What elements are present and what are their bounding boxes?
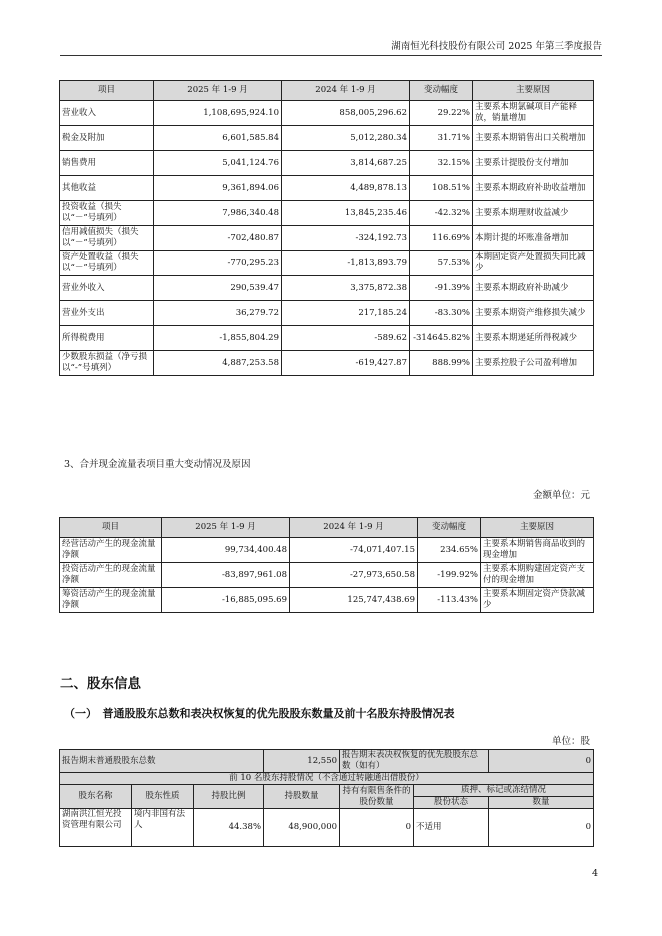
table-row — [60, 750, 594, 773]
change-rate: 108.51% — [410, 176, 473, 201]
total-holders-value: 12,550 — [264, 750, 340, 773]
shareholder-table — [59, 749, 594, 847]
change-rate: 116.69% — [410, 226, 473, 251]
current-value: 1,108,695,924.10 — [154, 101, 282, 126]
change-rate: 32.15% — [410, 151, 473, 176]
current-value: 7,986,340.48 — [154, 201, 282, 226]
table-row — [60, 251, 594, 276]
col-header: 变动幅度 — [410, 81, 473, 101]
current-value: 36,279.72 — [154, 301, 282, 326]
col-header: 2025 年 1-9 月 — [154, 81, 282, 101]
table-row — [60, 201, 594, 226]
row-item: 其他收益 — [60, 176, 154, 201]
change-rate: -113.43% — [418, 588, 481, 613]
row-item: 营业收入 — [60, 101, 154, 126]
table-row — [60, 773, 594, 785]
table-row — [60, 563, 594, 588]
top10-title: 前 10 名股东持股情况（不含通过转融通出借股份） — [60, 773, 594, 785]
col-header: 项目 — [60, 518, 162, 538]
current-value: -770,295.23 — [154, 251, 282, 276]
holder-name: 湖南洪江恒光投资管理有限公司 — [60, 809, 132, 847]
main-reason: 主要系本期资产维修损失减少 — [473, 301, 594, 326]
table-header-row — [60, 81, 594, 101]
col-header: 2024 年 1-9 月 — [282, 81, 410, 101]
current-value: 4,887,253.58 — [154, 351, 282, 376]
row-item: 销售费用 — [60, 151, 154, 176]
col-header: 股东性质 — [132, 785, 194, 809]
table-header-row — [60, 518, 594, 538]
holder-status: 不适用 — [414, 809, 489, 847]
col-header: 2025 年 1-9 月 — [162, 518, 290, 538]
prior-value: -324,192.73 — [282, 226, 410, 251]
prior-value: -619,427.87 — [282, 351, 410, 376]
col-header: 变动幅度 — [418, 518, 481, 538]
change-rate: 888.99% — [410, 351, 473, 376]
row-item: 营业外支出 — [60, 301, 154, 326]
col-header: 股份状态 — [414, 797, 489, 809]
prior-value: -589.62 — [282, 326, 410, 351]
table-row — [60, 176, 594, 201]
current-value: 6,601,585.84 — [154, 126, 282, 151]
prior-value: 3,814,687.25 — [282, 151, 410, 176]
change-rate: -83.30% — [410, 301, 473, 326]
table-row — [60, 301, 594, 326]
current-value: 5,041,124.76 — [154, 151, 282, 176]
change-rate: -42.32% — [410, 201, 473, 226]
prior-value: -27,973,650.58 — [290, 563, 418, 588]
change-rate: 234.65% — [418, 538, 481, 563]
pref-holders-value: 0 — [489, 750, 594, 773]
cashflow-change-table — [59, 517, 594, 613]
shareholder-info-heading: 二、股东信息 — [60, 676, 141, 692]
col-header: 持股数量 — [264, 785, 340, 809]
table-row — [60, 538, 594, 563]
main-reason: 本期固定资产处置损失同比减少 — [473, 251, 594, 276]
main-reason: 主要系本期理财收益减少 — [473, 201, 594, 226]
section-3-title: 3、合并现金流量表项目重大变动情况及原因 — [64, 459, 251, 470]
table-row — [60, 326, 594, 351]
change-rate: -91.39% — [410, 276, 473, 301]
main-reason: 本期计提的坏账准备增加 — [473, 226, 594, 251]
change-rate: 57.53% — [410, 251, 473, 276]
pref-holders-label: 报告期末表决权恢复的优先股股东总数（如有） — [340, 750, 489, 773]
table-row — [60, 276, 594, 301]
prior-value: 858,005,296.62 — [282, 101, 410, 126]
header-divider — [60, 55, 602, 56]
change-rate: 31.71% — [410, 126, 473, 151]
main-reason: 主要系本期固定资产贷款减少 — [481, 588, 594, 613]
col-header: 质押、标记或冻结情况 — [414, 785, 594, 797]
table-row — [60, 809, 594, 847]
current-value: -702,480.87 — [154, 226, 282, 251]
current-value: 290,539.47 — [154, 276, 282, 301]
holder-count: 0 — [489, 809, 594, 847]
main-reason: 主要系本期销售商品收到的现金增加 — [481, 538, 594, 563]
col-header: 主要原因 — [481, 518, 594, 538]
row-item: 资产处置收益（损失以“－”号填列） — [60, 251, 154, 276]
row-item: 少数股东损益（净亏损以“-”号填列） — [60, 351, 154, 376]
main-reason: 主要系本期购建固定资产支付的现金增加 — [481, 563, 594, 588]
prior-value: 5,012,280.34 — [282, 126, 410, 151]
prior-value: 3,375,872.38 — [282, 276, 410, 301]
main-reason: 主要系本期政府补助收益增加 — [473, 176, 594, 201]
table-row — [60, 226, 594, 251]
col-header: 数量 — [489, 797, 594, 809]
holder-nature: 境内非国有法人 — [132, 809, 194, 847]
change-rate: -314645.82% — [410, 326, 473, 351]
change-rate: -199.92% — [418, 563, 481, 588]
row-item: 投资收益（损失以“－”号填列） — [60, 201, 154, 226]
holder-restricted: 0 — [340, 809, 414, 847]
col-header: 持股比例 — [194, 785, 264, 809]
col-header: 2024 年 1-9 月 — [290, 518, 418, 538]
row-item: 营业外收入 — [60, 276, 154, 301]
table-row — [60, 151, 594, 176]
main-reason: 主要系本期氯碱项目产能释放，销量增加 — [473, 101, 594, 126]
main-reason: 主要系本期递延所得税减少 — [473, 326, 594, 351]
row-item: 经营活动产生的现金流量净额 — [60, 538, 162, 563]
amount-unit-label: 金额单位：元 — [532, 490, 590, 501]
current-value: 9,361,894.06 — [154, 176, 282, 201]
main-reason: 主要系计提股份支付增加 — [473, 151, 594, 176]
table-row — [60, 785, 594, 797]
prior-value: 4,489,878.13 — [282, 176, 410, 201]
table-row — [60, 101, 594, 126]
row-item: 投资活动产生的现金流量净额 — [60, 563, 162, 588]
row-item: 税金及附加 — [60, 126, 154, 151]
prior-value: 13,845,235.46 — [282, 201, 410, 226]
share-unit-label: 单位：股 — [551, 736, 590, 747]
current-value: -1,855,804.29 — [154, 326, 282, 351]
current-value: -16,885,095.69 — [162, 588, 290, 613]
current-value: 99,734,400.48 — [162, 538, 290, 563]
row-item: 信用减值损失（损失以“－”号填列） — [60, 226, 154, 251]
change-rate: 29.22% — [410, 101, 473, 126]
table-row — [60, 126, 594, 151]
col-header: 项目 — [60, 81, 154, 101]
main-reason: 主要系控股子公司盈利增加 — [473, 351, 594, 376]
income-change-table — [59, 80, 594, 376]
row-item: 所得税费用 — [60, 326, 154, 351]
table-row — [60, 351, 594, 376]
prior-value: -74,071,407.15 — [290, 538, 418, 563]
main-reason: 主要系本期销售出口关税增加 — [473, 126, 594, 151]
prior-value: 217,185.24 — [282, 301, 410, 326]
holder-ratio: 44.38% — [194, 809, 264, 847]
table-row — [60, 588, 594, 613]
shareholder-table-heading: （一） 普通股股东总数和表决权恢复的优先股股东数量及前十名股东持股情况表 — [64, 707, 455, 720]
current-value: -83,897,961.08 — [162, 563, 290, 588]
col-header: 主要原因 — [473, 81, 594, 101]
col-header: 股东名称 — [60, 785, 132, 809]
prior-value: -1,813,893.79 — [282, 251, 410, 276]
row-item: 筹资活动产生的现金流量净额 — [60, 588, 162, 613]
total-holders-label: 报告期末普通股股东总数 — [60, 750, 264, 773]
holder-qty: 48,900,000 — [264, 809, 340, 847]
report-header: 湖南恒光科技股份有限公司 2025 年第三季度报告 — [391, 41, 602, 52]
page-number: 4 — [591, 868, 598, 879]
prior-value: 125,747,438.69 — [290, 588, 418, 613]
col-header: 持有有限售条件的股份数量 — [340, 785, 414, 809]
main-reason: 主要系本期政府补助减少 — [473, 276, 594, 301]
